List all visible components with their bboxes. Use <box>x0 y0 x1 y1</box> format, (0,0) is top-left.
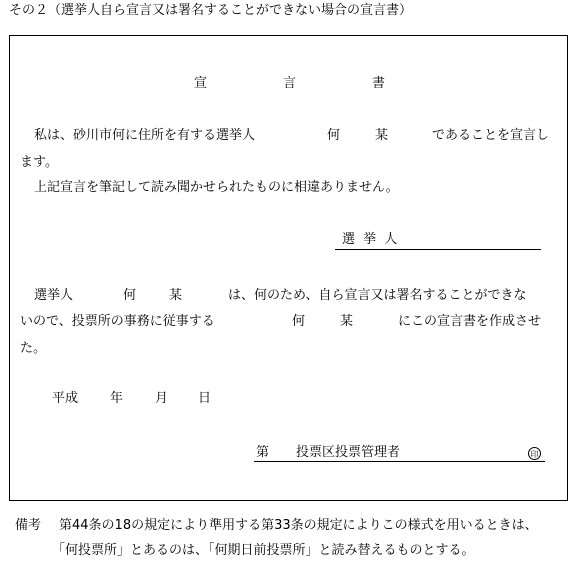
statement-line2-lead: いので、投票所の事務に従事する <box>20 314 215 329</box>
elector-signature-line <box>335 249 541 250</box>
document-title <box>0 76 582 92</box>
declaration-line1-tail: であることを宣言し <box>432 128 550 143</box>
remarks-label: 備考 <box>15 518 42 533</box>
form-heading: その２（選挙人自ら宣言又は署名することができない場合の宣言書） <box>9 3 413 18</box>
statement-name-a: 何 <box>123 288 137 303</box>
seal-icon: 印 <box>528 447 541 460</box>
statement-worker-name-b: 某 <box>340 314 354 329</box>
date-era: 平成 <box>52 391 79 406</box>
remarks-line2: 「何投票所」とあるのは、「何期日前投票所」と読み替えるものとする。 <box>52 543 475 558</box>
declaration-frame <box>9 35 568 501</box>
date-day: 日 <box>198 391 212 406</box>
remarks-line1: 第44条の18の規定により準用する第33条の規定によりこの様式を用いるときは、 <box>59 518 538 533</box>
statement-line2-tail: にこの宣言書を作成させ <box>398 314 542 329</box>
title-char-3: 書 <box>372 76 386 91</box>
manager-signature-label: 投票区投票管理者 <box>296 445 401 460</box>
declaration-line3: 上記宣言を筆記して読み聞かせられたものに相違ありません。 <box>34 180 399 195</box>
statement-name-b: 某 <box>169 288 183 303</box>
declaration-name-a: 何 <box>327 128 341 143</box>
declaration-name-b: 某 <box>375 128 389 143</box>
title-char-2: 言 <box>283 76 297 91</box>
statement-line3: た。 <box>20 341 47 356</box>
date-year: 年 <box>110 391 124 406</box>
statement-line1-tail: は、何のため、自ら宣言又は署名することができな <box>228 288 527 303</box>
statement-line1-lead: 選挙人 <box>34 288 74 303</box>
manager-district-prefix: 第 <box>256 445 270 460</box>
seal-mark <box>528 446 541 462</box>
manager-signature-line <box>254 461 545 462</box>
elector-signature-label: 選 挙 人 <box>342 232 400 247</box>
declaration-line2: ます。 <box>20 155 58 170</box>
declaration-line1-lead: 私は、砂川市何に住所を有する選挙人 <box>34 128 256 143</box>
date-month: 月 <box>155 391 169 406</box>
statement-worker-name-a: 何 <box>292 314 306 329</box>
title-char-1: 宣 <box>194 76 208 91</box>
